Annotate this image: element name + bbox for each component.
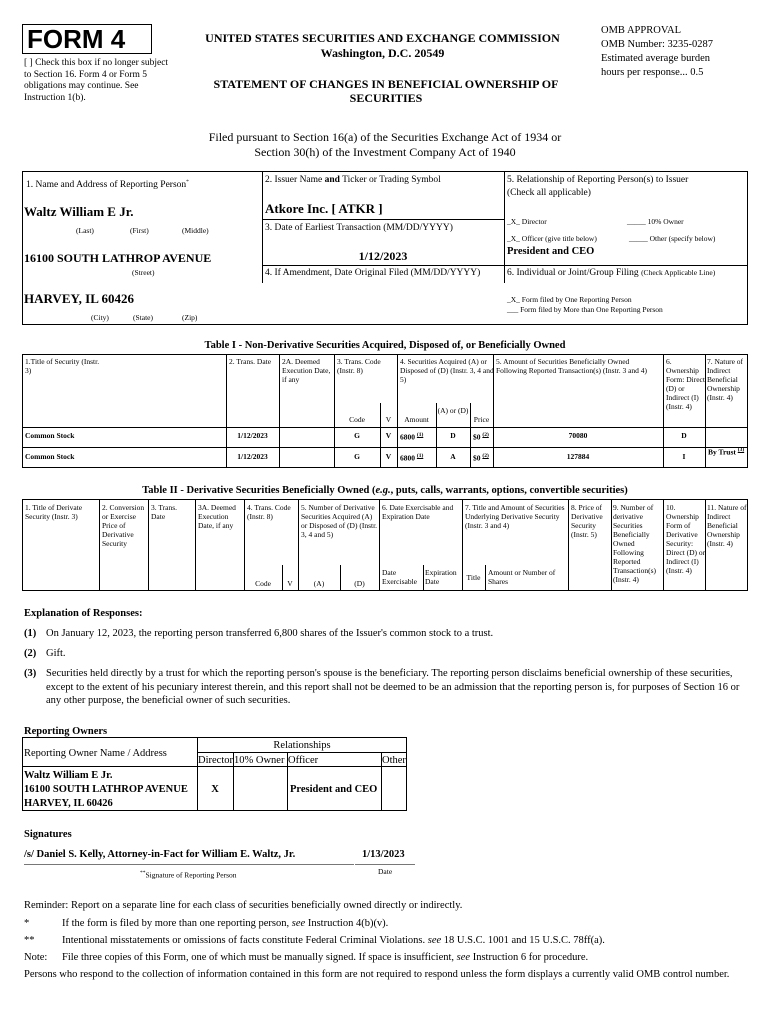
t1-col-deemed: 2A. Deemed Execution Date, if any: [282, 357, 331, 384]
t1-sub-code: Code: [349, 415, 365, 424]
t2-col-title: 1. Title of Derivate Security (Instr. 3): [25, 503, 83, 521]
t1-r1-amount: 6800 $^{(1)}$: [400, 432, 424, 442]
signature-label: **Signature of Reporting Person: [140, 870, 237, 880]
t2-col-underlying: 7. Title and Amount of Securities Underlying Derivative Security (Instr. 3 and 4): [465, 503, 565, 530]
t1-sub-amount: Amount: [404, 415, 429, 424]
other-check[interactable]: _____ Other (specify below): [629, 234, 716, 243]
owners-col-director: Director: [198, 755, 233, 766]
filed-by-one-check[interactable]: _X_ Form filed by One Reporting Person: [507, 295, 632, 304]
t1-col-owned: 5. Amount of Securities Beneficially Owned Following Reported Transaction(s) (Instr. 3 and 4): [496, 357, 648, 375]
t2-sub-title: Title: [466, 573, 481, 582]
t2-col-nature: 11. Nature of Indirect Beneficial Ownership (Instr. 4): [707, 503, 747, 548]
note-label: Note:: [24, 952, 48, 963]
signature-date: 1/13/2023: [362, 849, 405, 860]
reporting-person-name: Waltz William E Jr.: [24, 204, 134, 219]
middle-label: (Middle): [182, 226, 209, 235]
box4-label: 4. If Amendment, Date Original Filed (MM/DD/YYYY): [265, 268, 481, 278]
t2-col-trans-code: 4. Trans. Code (Instr. 8): [247, 503, 291, 521]
owner-name: Waltz William E Jr.: [24, 770, 113, 781]
filed-pursuant-line2: Section 30(h) of the Investment Company Act of 1940: [254, 145, 516, 159]
star-mark: *: [24, 918, 30, 929]
signatures-title: Signatures: [24, 829, 72, 840]
note-text: File three copies of this Form, one of which must be manually signed. If space is insufficient, see Instruction 6 for procedure.: [62, 952, 589, 963]
t1-r1-form: D: [681, 431, 687, 440]
t1-r1-title: Common Stock: [25, 431, 75, 440]
t2-sub-a: (A): [313, 579, 325, 588]
explanation-num-1: (1): [24, 628, 37, 639]
explanation-text-3: Securities held directly by a trust for which the reporting person's spouse is the beneficiary. The reporting person disclaims beneficial ownership of these securities, except to the extent of his pecuniary interest therein, and this report shall not be deemed to be an admission that the reporting person is, for purposes of Section 16 or any other purpose, the beneficial owner of such securities.: [46, 668, 740, 706]
box2-label: 2. Issuer Name and Ticker or Trading Symbol: [265, 175, 441, 185]
t1-r2-title: Common Stock: [25, 452, 75, 461]
t2-col-owned: 9. Number of derivative Securities Beneficially Owned Following Reported Transaction(s) (Instr. 4): [613, 503, 657, 584]
owner-street: 16100 SOUTH LATHROP AVENUE: [24, 784, 188, 795]
filed-pursuant-line1: Filed pursuant to Section 16(a) of the Securities Exchange Act of 1934 or: [208, 130, 562, 144]
t2-sub-date-ex: Date Exercisable: [382, 568, 417, 586]
owners-col-name: Reporting Owner Name / Address: [24, 748, 167, 759]
t2-col-number: 5. Number of Derivative Securities Acquired (A) or Disposed of (D) (Instr. 3, 4 and 5): [301, 503, 378, 539]
t2-sub-expiration: Expiration Date: [425, 568, 457, 586]
agency-city: Washington, D.C. 20549: [320, 46, 445, 60]
double-star-mark: **: [24, 935, 35, 946]
box6-label: 6. Individual or Joint/Group Filing (Check Applicable Line): [507, 268, 716, 278]
t2-col-exercisable: 6. Date Exercisable and Expiration Date: [382, 503, 454, 521]
owners-col-relationships: Relationships: [273, 740, 331, 751]
omb-burden: Estimated average burden: [601, 53, 711, 64]
t1-r2-code: G: [354, 452, 360, 461]
checkbox-note[interactable]: [ ] Check this box if no longer subject to Section 16. Form 4 or Form 5 obligations may continue. See Instruction 1(b).: [24, 58, 169, 103]
t2-sub-v: V: [287, 579, 293, 588]
owner-director-mark: X: [211, 784, 219, 795]
t2-col-conversion: 2. Conversion or Exercise Price of Derivative Security: [102, 503, 145, 548]
t1-r2-amount: 6800 $^{(1)}$: [400, 453, 424, 463]
footnote-link[interactable]: (2): [482, 453, 489, 459]
t1-r2-owned: 127884: [566, 452, 590, 461]
t1-r1-code: G: [354, 431, 360, 440]
footnote-link[interactable]: (2): [482, 432, 489, 438]
t1-sub-price: Price: [473, 415, 490, 424]
t2-col-ownership-form: 10. Ownership Form of Derivative Security: Direct (D) or Indirect (I) (Instr. 4): [666, 503, 706, 575]
date-label: Date: [378, 867, 393, 876]
state-label: (State): [133, 313, 153, 322]
t1-r1-owned: 70080: [568, 431, 588, 440]
zip-label: (Zip): [182, 313, 198, 322]
agency-name: UNITED STATES SECURITIES AND EXCHANGE COMMISSION: [205, 31, 560, 45]
t1-sub-aord: (A) or (D): [437, 406, 469, 415]
omb-approval: OMB APPROVAL: [601, 25, 682, 36]
t1-r2-price: $0 $^{(2)}$: [473, 453, 489, 463]
omb-hours: hours per response... 0.5: [601, 67, 704, 78]
t1-r1-aord: D: [450, 431, 456, 440]
filed-by-more-check[interactable]: ___ Form filed by More than One Reporting Person: [507, 305, 663, 314]
t1-r2-v: V: [385, 452, 392, 461]
box1-label: 1. Name and Address of Reporting Person*: [26, 179, 189, 191]
explanation-text-2: Gift.: [46, 648, 66, 659]
double-star-text: Intentional misstatements or omissions of facts constitute Federal Criminal Violations. see 18 U.S.C. 1001 and 15 U.S.C. 78ff(a).: [62, 935, 605, 946]
t1-col-acquired: 4. Securities Acquired (A) or Disposed of (D) (Instr. 3, 4 and 5): [400, 357, 494, 384]
officer-check[interactable]: _X_ Officer (give title below): [507, 234, 597, 243]
t1-r2-aord: A: [450, 452, 456, 461]
owner-city: HARVEY, IL 60426: [24, 798, 113, 809]
city-label: (City): [91, 313, 109, 322]
t2-col-price: 8. Price of Derivative Security (Instr. 5): [571, 503, 603, 539]
t1-r2-form: I: [682, 452, 686, 461]
explanation-text-1: On January 12, 2023, the reporting person transferred 6,800 shares of the Issuer's common stock to a trust.: [46, 628, 494, 639]
box5-sub: (Check all applicable): [507, 188, 591, 198]
t1-r2-date: 1/12/2023: [237, 452, 268, 461]
t2-col-deemed: 3A. Deemed Execution Date, if any: [198, 503, 236, 530]
explanation-num-3: (3): [24, 668, 37, 679]
t1-r1-price: $0 $^{(2)}$: [473, 432, 489, 442]
statement-title: STATEMENT OF CHANGES IN BENEFICIAL OWNERSHIP OF SECURITIES: [213, 77, 559, 105]
owners-title: Reporting Owners: [24, 726, 108, 737]
earliest-transaction-date: 1/12/2023: [358, 249, 408, 263]
issuer-name-ticker: Atkore Inc. [ ATKR ]: [265, 201, 383, 216]
footnote-link[interactable]: (1): [416, 432, 424, 438]
star-text: If the form is filed by more than one reporting person, see Instruction 4(b)(v).: [62, 918, 389, 929]
t1-col-ownership-form: 6. Ownership Form: Direct (D) or Indirect (I) (Instr. 4): [666, 357, 705, 411]
t2-sub-d: (D): [354, 579, 365, 588]
street-label: (Street): [132, 268, 155, 277]
t1-col-trans-date: 2. Trans. Date: [229, 357, 272, 366]
owner-officer-title: President and CEO: [290, 784, 378, 795]
t2-col-trans-date: 3. Trans. Date: [151, 503, 178, 521]
officer-title: President and CEO: [507, 246, 595, 257]
persons-notice: Persons who respond to the collection of information contained in this form are not required to respond unless the form displays a currently valid OMB control number.: [24, 969, 730, 980]
omb-number: OMB Number: 3235-0287: [601, 39, 713, 50]
footnote-link[interactable]: (1): [416, 453, 424, 459]
signer: /s/ Daniel S. Kelly, Attorney-in-Fact for William E. Waltz, Jr.: [24, 849, 296, 860]
reminder: Reminder: Report on a separate line for each class of securities beneficially owned directly or indirectly.: [24, 900, 463, 911]
city-state-zip: HARVEY, IL 60426: [24, 291, 134, 306]
footnote-link[interactable]: (3): [737, 447, 745, 453]
owners-col-officer: Officer: [288, 755, 319, 766]
t1-sub-v: V: [385, 415, 392, 424]
box3-label: 3. Date of Earliest Transaction (MM/DD/YYYY): [265, 223, 453, 233]
table1-title: Table I - Non-Derivative Securities Acquired, Disposed of, or Beneficially Owned: [204, 340, 566, 351]
owners-col-other: Other: [382, 755, 406, 766]
box5-label: 5. Relationship of Reporting Person(s) to Issuer: [507, 175, 689, 185]
explanation-num-2: (2): [24, 648, 37, 659]
owners-col-ten-pct: 10% Owner: [234, 755, 285, 766]
t1-r1-v: V: [385, 431, 392, 440]
t2-sub-code: Code: [255, 579, 271, 588]
explanation-title: Explanation of Responses:: [24, 608, 143, 619]
table2-title: Table II - Derivative Securities Beneficially Owned (e.g., puts, calls, warrants, options, convertible securities): [142, 485, 628, 496]
t1-col-trans-code: 3. Trans. Code (Instr. 8): [337, 357, 381, 375]
street-address: 16100 SOUTH LATHROP AVENUE: [24, 251, 212, 265]
t1-col-title: 1.Title of Security (Instr. 3): [25, 357, 100, 375]
form-title: FORM 4: [27, 24, 126, 54]
director-check[interactable]: _X_ Director: [507, 217, 547, 226]
last-label: (Last): [76, 226, 94, 235]
ten-pct-owner-check[interactable]: _____ 10% Owner: [627, 217, 684, 226]
t2-sub-amount: Amount or Number of Shares: [488, 568, 556, 586]
first-label: (First): [130, 226, 149, 235]
t1-col-nature: 7. Nature of Indirect Beneficial Ownership (Instr. 4): [707, 357, 744, 402]
t1-r1-date: 1/12/2023: [237, 431, 268, 440]
t1-r2-nature: By Trust $^{(3)}$: [708, 447, 745, 457]
